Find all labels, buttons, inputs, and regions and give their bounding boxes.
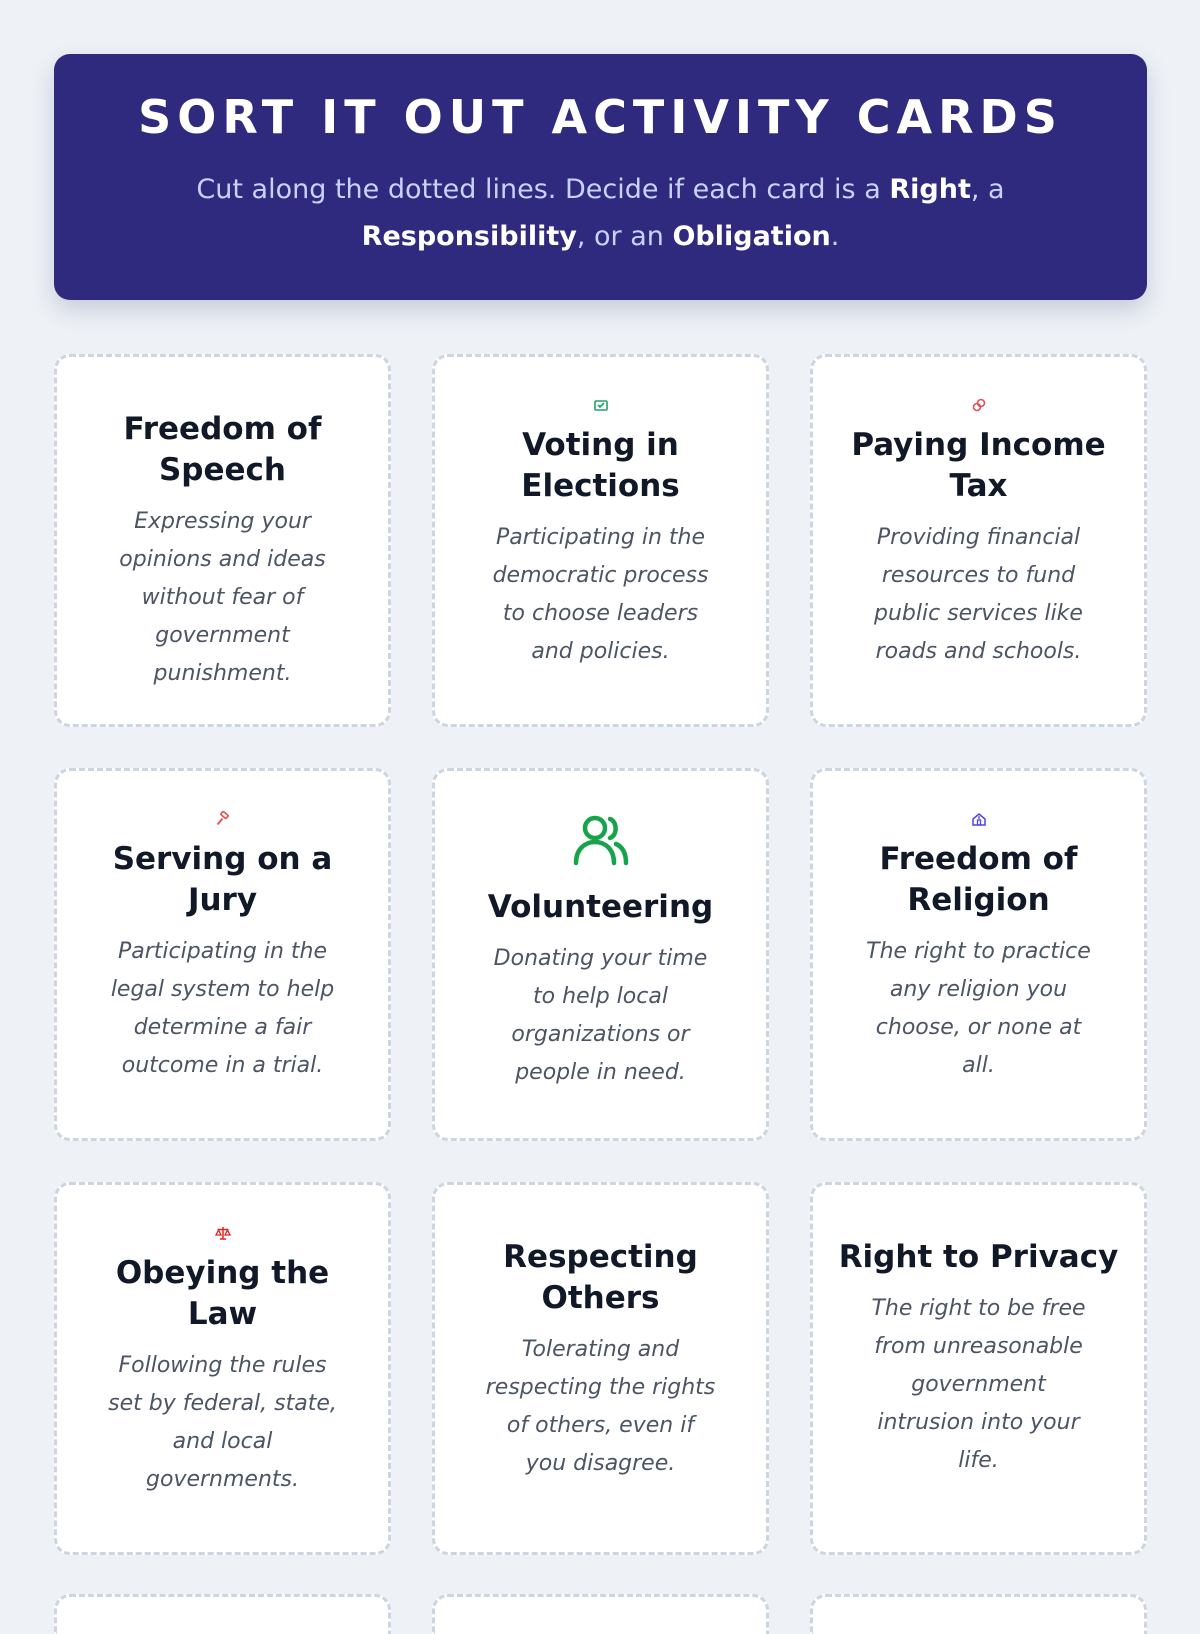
card-title: Right to Privacy — [838, 1239, 1119, 1275]
obligation-keyword: Obligation — [672, 221, 831, 252]
instructions-period: . — [830, 221, 840, 252]
card-description: Tolerating and respecting the rights of others, even if you disagree. — [485, 1337, 716, 1476]
card-title: Paying Income Tax — [851, 427, 1106, 504]
card-description: The right to practice any religion you choose, or none at all. — [866, 939, 1091, 1078]
card-title: Freedom of Religion — [879, 841, 1078, 918]
card-title: Volunteering — [487, 889, 714, 925]
card-description: Participating in the democratic process to choose leaders and policies. — [492, 525, 709, 664]
card-partial-next-row — [432, 1594, 769, 1634]
users-icon — [572, 811, 630, 869]
card-title: Voting in Elections — [521, 427, 680, 504]
card-description: Expressing your opinions and ideas without fear of government punishment. — [119, 509, 326, 686]
coins-icon — [971, 397, 987, 413]
instructions-comma-a: , a — [970, 174, 1005, 205]
card-description: Providing financial resources to fund public services like roads and schools. — [874, 525, 1083, 664]
right-keyword: Right — [889, 174, 971, 205]
instructions-or-an: , or an — [576, 221, 673, 252]
card-obeying-the-law — [54, 1182, 391, 1555]
page-title: SORT IT OUT ACTIVITY CARDS — [138, 90, 1063, 144]
card-title: Serving on a Jury — [112, 841, 333, 918]
instructions-before: Cut along the dotted lines. Decide if each card is a — [196, 174, 890, 205]
card-title: Obeying the Law — [115, 1255, 330, 1332]
card-description: Donating your time to help local organizations or people in need. — [493, 946, 708, 1085]
card-right-to-privacy — [810, 1182, 1147, 1555]
card-respecting-others — [432, 1182, 769, 1555]
page-header — [54, 54, 1147, 300]
scales-icon — [215, 1225, 231, 1241]
card-description: Following the rules set by federal, state, and local governments. — [108, 1353, 337, 1492]
place-of-worship-icon — [971, 811, 987, 827]
card-freedom-of-religion — [810, 768, 1147, 1141]
responsibility-keyword: Responsibility — [361, 221, 577, 252]
card-description: The right to be free from unreasonable government intrusion into your life. — [871, 1296, 1086, 1473]
card-partial-next-row — [810, 1594, 1147, 1634]
card-paying-income-tax — [810, 354, 1147, 727]
card-title: Freedom of Speech — [123, 411, 322, 488]
card-voting-in-elections — [432, 354, 769, 727]
card-freedom-of-speech — [54, 354, 391, 727]
card-description: Participating in the legal system to help determine a fair outcome in a trial. — [110, 939, 335, 1078]
card-serving-on-a-jury — [54, 768, 391, 1141]
card-partial-next-row — [54, 1594, 391, 1634]
instructions-text — [171, 166, 1031, 260]
card-volunteering — [432, 768, 769, 1141]
ballot-box-icon — [593, 397, 609, 413]
card-title: Respecting Others — [503, 1239, 698, 1316]
gavel-icon — [215, 811, 231, 827]
